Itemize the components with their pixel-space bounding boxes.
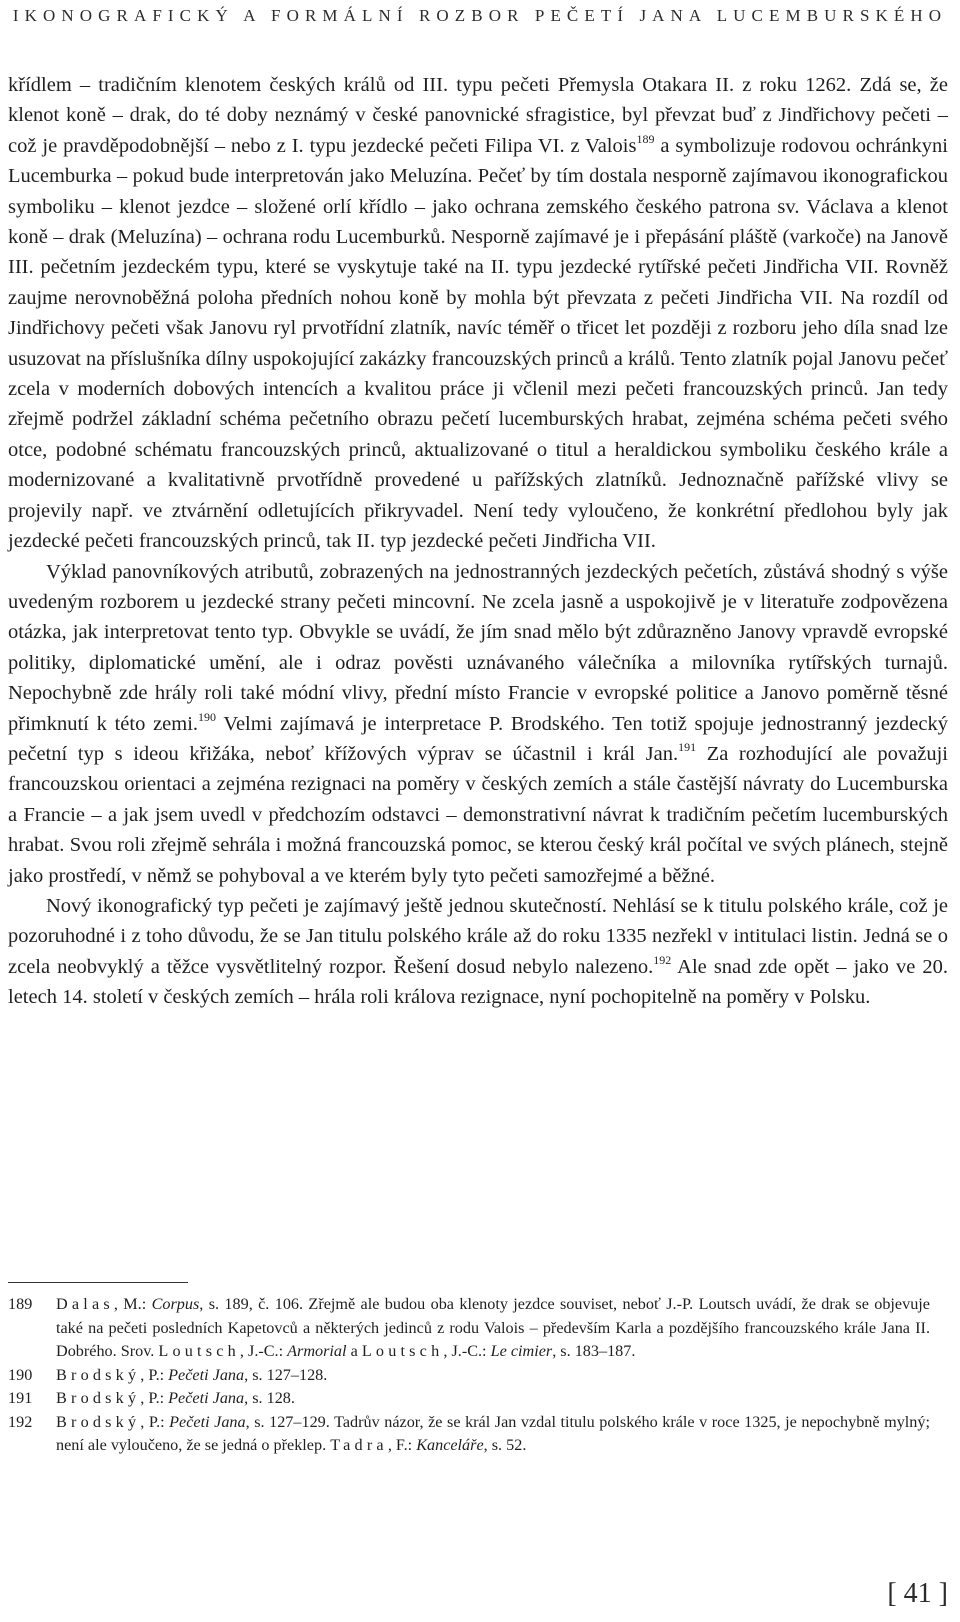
text-run: , s. 183–187. <box>552 1342 636 1360</box>
running-head: IKONOGRAFICKÝ A FORMÁLNÍ ROZBOR PEČETÍ JANA LUCEMBURSKÉHO <box>12 6 948 25</box>
author-name: Brodský <box>56 1365 141 1384</box>
page-number: [ 41 ] <box>887 1578 948 1609</box>
paragraph <box>8 70 948 557</box>
title-italic: Pečeti Jana <box>168 1365 245 1384</box>
footnote-number: 190 <box>8 1365 33 1384</box>
footnote-ref: 189 <box>636 131 655 146</box>
text-run: , J.-C.: <box>443 1342 491 1360</box>
text-run: Velmi zajímavá je interpretace P. Brodského. Ten totiž spojuje jednostranný jezdecký pečetní typ s ideou křižáka, neboť křížových výprav se účastnil i král Jan. <box>8 712 948 765</box>
title-italic: Pečeti Jana <box>168 1389 245 1407</box>
text-run: Za rozhodující ale považuji francouzskou orientaci a zejména rezignaci na poměry v českých zemích a stále častější návraty do Lucemburska a Francie – a jak jsem uvedl v předchozím odstavci – demonstrativní návrat k tradičním pečetím lucemburských hrabat. Svou roli zřejmě sehrála i možná francouzská pomoc, se kterou český král počítal ve svých plánech, stejně jako prostředí, v němž se pohyboval a ve kterém byly tyto pečeti samozřejmé a běžné. <box>8 742 948 887</box>
text-run: a <box>346 1342 362 1360</box>
text-run: , P.: <box>140 1389 169 1407</box>
footnote-number: 189 <box>8 1295 33 1313</box>
text-run: , F.: <box>387 1436 417 1454</box>
footnote-text <box>56 1293 930 1364</box>
title-italic: Armorial <box>287 1342 347 1360</box>
footnotes <box>8 1293 930 1458</box>
footnote-text <box>56 1387 930 1411</box>
text-run: , M.: <box>113 1295 152 1313</box>
author-name: Brodský <box>56 1389 141 1407</box>
footnote-number: 191 <box>8 1389 33 1407</box>
author-name: Loutsch <box>158 1342 240 1360</box>
text-run: , J.-C.: <box>239 1342 288 1360</box>
paragraph <box>8 891 948 1013</box>
text-run: Výklad panovníkových atributů, zobrazených na jednostranných jezdeckých pečetích, zůstává shodný s výše uvedeným rozborem u jezdecké strany pečeti mincovní. Ne zcela jasně a uspokojivě je v literatuře zodpovězena otázka, jak interpretovat tento typ. Obvykle se uvádí, že jím snad mělo být zdůrazněno Janovy vpravdě evropské politiky, diplomatické umění, ale i odraz pověsti uznávaného válečníka a milovníka rytířských turnajů. Nepochybně zde hrály roli také módní vlivy, přední místo Francie v evropské politice a Janovo poměrně těsné přimknutí k této zemi. <box>8 560 948 735</box>
text-run: , s. 189, č. 106. Zřejmě ale budou oba klenoty jezdce souviset, neboť J.-P. Loutsch uvádí, že drak se objevuje také na pečeti posledních Kapetovců a některých jedinců z rodu Valois – především Karla a pozdějšího francouzského krále Jana II. Dobrého. Srov. <box>56 1295 930 1360</box>
author-name: Loutsch <box>361 1342 444 1360</box>
author-name: Dalas <box>56 1295 114 1313</box>
title-italic: Kanceláře <box>416 1436 484 1454</box>
footnote <box>8 1293 930 1364</box>
footnote <box>8 1387 930 1411</box>
footnote-ref: 191 <box>678 740 697 755</box>
body-text <box>8 70 948 1013</box>
text-run: křídlem – tradičním klenotem českých králů od III. typu pečeti Přemysla Otakara II. z roku 1262. Zdá se, že klenot koně – drak, do té doby neznámý v české panovnické sfragistice, byl převzat buď z Jindřichovy pečeti – což je pravděpodobnější – nebo z I. typu jezdecké pečeti Filipa VI. z Valois <box>8 74 948 157</box>
text-run: , s. 128. <box>244 1389 295 1407</box>
footnote <box>8 1411 930 1458</box>
text-run: , P.: <box>140 1412 170 1431</box>
text-run: Nový ikonografický typ pečeti je zajímavý ještě jednou skutečností. Nehlásí se k titulu polského krále, což je pozoruhodné i z toho důvodu, že se Jan titulu polského krále až do roku 1335 nezřekl v intitulaci listin. Jedná se o zcela neobvyklý a těžce vysvětlitelný rozpor. Řešení dosud nebylo nalezeno. <box>8 894 948 978</box>
footnote <box>8 1364 930 1388</box>
paragraph <box>8 557 948 891</box>
footnote-number: 192 <box>8 1412 33 1431</box>
text-run: , s. 52. <box>483 1436 527 1454</box>
title-italic: Le cimier <box>490 1342 553 1360</box>
text-run: a symbolizuje rodovou ochránkyni Lucemburka – pokud bude interpretován jako Meluzína. Pečeť by tím dostala nesporně zajímavou ikonografickou symboliku – klenot jezdce – složené orlí křídlo – jako ochrana zemského českého patrona sv. Václava a klenot koně – drak (Meluzína) – ochrana rodu Lucemburků. Nesporně zajímavé je i přepásání pláště (varkoče) na Janově III. pečetním jezdeckém typu, které se vyskytuje také na II. typu jezdecké rytířské pečeti Jindřicha VII. Rovněž zaujme nerovnoběžná poloha předních nohou koně by mohla být převzata z pečeti Jindřicha VII. Na rozdíl od Jindřichovy pečeti však Janovu ryl prvotřídní zlatník, navíc téměř o třicet let později z rozboru jeho díla snad lze usuzovat na příslušníka dílny uspokojující zakázky francouzských princů a králů. Tento zlatník pojal Janovu pečeť zcela v moderních dobových intencích a kvalitou práce ji včlenil mezi pečeti francouzských princů. Jan tedy zřejmě podržel základní schéma pečetního obrazu pečetí lucemburských hrabat, zejména schéma pečeti svého otce, podobné schématu francouzských princů, aktualizované o titul a heraldickou symboliku českého krále a modernizované a kvalitativně prvotřídně provedené u pařížských zlatníků. Jednoznačně pařížské vlivy se projevily např. ve ztvárnění odletujících přikryvadel. Není tedy vyloučeno, že konkrétní předlohou byly jak jezdecké pečeti francouzských princů, tak II. typ jezdecké pečeti Jindřicha VII. <box>8 134 948 553</box>
title-italic: Corpus <box>151 1295 200 1313</box>
text-run: Ale snad zde opět – jako ve 20. letech 14. století v českých zemích – hrála roli králova rezignace, nyní pochopitelně na poměry v Polsku. <box>8 955 948 1009</box>
text-run: , s. 127–128. <box>244 1365 328 1384</box>
text-run: , P.: <box>140 1365 169 1384</box>
footnote-ref: 190 <box>198 709 217 724</box>
footnote-ref: 192 <box>653 952 672 967</box>
footnote-text <box>56 1411 930 1458</box>
footnote-text <box>56 1364 930 1388</box>
author-name: Tadra <box>330 1436 388 1454</box>
title-italic: Pečeti Jana <box>169 1412 246 1431</box>
author-name: Brodský <box>56 1412 141 1431</box>
text-run: , s. 127–129. Tadrův názor, že se král Jan vzdal titulu polského krále v roce 1325, je nepochybně mylný; není ale vyloučeno, že se jedná o překlep. <box>56 1412 930 1454</box>
footnote-divider <box>8 1282 188 1283</box>
